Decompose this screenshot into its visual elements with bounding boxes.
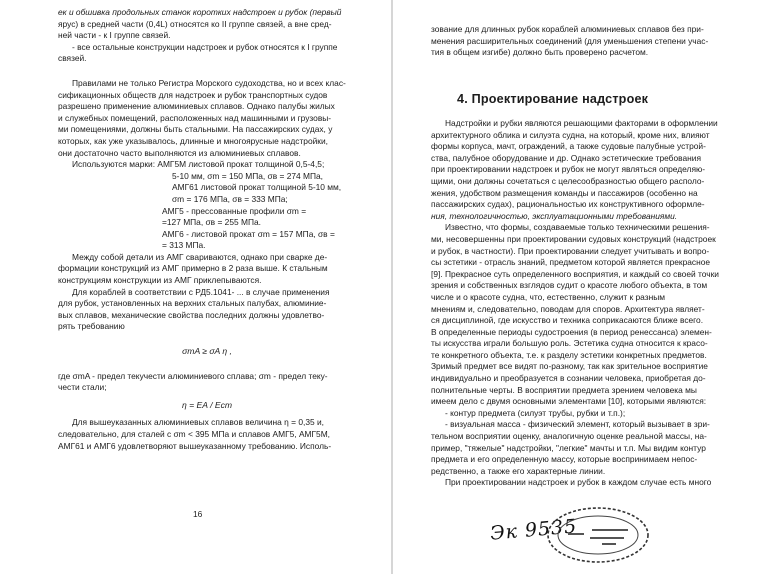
text-line: менения расширительных соединений (для уменьшения степени учас-	[431, 35, 709, 46]
text-line: вых сплавов, механические свойства последних должны удовлетво-	[58, 309, 325, 320]
text-line: ния, технологичностью, эксплуатационными требованиями.	[431, 210, 678, 221]
text-line: Зримый предмет все видят по-разному, так как зрительное восприятие	[431, 361, 708, 372]
text-line: - все остальные конструкции надстроек и рубок относятся к I группе	[72, 41, 338, 52]
text-line: и рубок, в частности). При проектировании следует учитывать и вопро-	[431, 245, 710, 256]
text-line: ней части - к I группе связей.	[58, 30, 171, 41]
right-page	[393, 0, 771, 574]
section-title: 4. Проектирование надстроек	[457, 92, 649, 106]
text-line: Между собой детали из АМГ свариваются, однако при сварке де-	[72, 251, 328, 262]
text-line: предмета и его определенную массу, которые воспринимаем непос-	[431, 454, 698, 465]
library-stamp	[544, 504, 652, 566]
text-line: Правилами не только Регистра Морского судоходства, но и всех клас-	[72, 77, 346, 88]
text-line: архитектурного облика и силуэта судна, на который, кроме них, влияют	[431, 129, 710, 140]
right-text-column	[431, 118, 731, 489]
text-line: ярус) в средней части (0,4L) относятся ко II группе связей, а вне сред-	[58, 18, 332, 29]
text-line: рять требованию	[58, 321, 125, 332]
text-line: ми, несовершенны при проектировании судовых конструкций (надстроек	[431, 233, 716, 244]
text-line: тия в общем изгибе) должно быть проверено расчетом.	[431, 47, 649, 58]
text-line: индивидуально и преобразуется в сознании человека, приобретая до-	[431, 373, 706, 384]
text-line: = 313 МПа.	[162, 240, 206, 251]
text-line: σm = 176 МПа, σв = 333 МПа;	[172, 193, 288, 204]
text-line: Для кораблей в соответствии с РД5.1041- ... в случае применения	[72, 286, 330, 297]
text-line: имеем дело с двумя основными элементами [10], которыми являются:	[431, 396, 707, 407]
list-item: - контур предмета (силуэт трубы, рубки и т.п.);	[445, 407, 626, 418]
text-line: щими, они должны сочетаться с целесообразностью общего располо-	[431, 175, 705, 186]
text-line: при проектировании надстроек и рубок не могут являться определяю-	[431, 164, 706, 175]
text-line: они достаточно часто выполняются из алюминиевых сплавов.	[58, 147, 301, 158]
text-line: ми помещениями, должны быть стальными. На пассажирских судах, у	[58, 124, 333, 135]
text-line: Для вышеуказанных алюминиевых сплавов величина η = 0,35 и,	[72, 417, 325, 428]
text-line: зование для длинных рубок кораблей алюминиевых сплавов без при-	[431, 24, 704, 34]
text-line: ства, палубное оборудование и др. Однако эстетические требования	[431, 152, 701, 163]
page-number: 16	[193, 509, 203, 519]
formula: η = EA / Eст	[181, 399, 233, 410]
right-text-top	[431, 24, 731, 59]
text-line: ся дисциплиной, где искусство и техника соприкасаются ближе всего.	[431, 315, 704, 326]
text-line: формации конструкций из АМГ примерно в 2 раза выше. К стальным	[58, 263, 328, 274]
text-line: Известно, что формы, создаваемые только техническими решения-	[445, 222, 710, 233]
formula: σmA ≥ σA η ,	[182, 346, 232, 357]
text-line: пассажирских судах), рациональностью их конструктивного оформле-	[431, 199, 705, 210]
text-line: связей.	[58, 53, 87, 64]
text-line: следовательно, для сталей с σm < 395 МПа и сплавов АМГ5, АМГ5М,	[58, 429, 331, 439]
left-text-column	[58, 7, 356, 452]
text-line: тельном восприятии оценку, аналогичную оценке реальной массы, на-	[431, 431, 707, 442]
text-line: формы корпуса, мачт, ограждений, а также судовые палубные устрой-	[431, 141, 706, 152]
text-line: жения, удобством размещения команды и пассажиров (особенно на	[431, 187, 698, 198]
text-line: разрешено применение алюминиевых сплавов. Однако палубы жилых	[58, 101, 335, 112]
list-item: - визуальная масса - физический элемент, который вызывает в зри-	[445, 419, 710, 430]
text-line: полнительные черты. В восприятии предмета зрением человека мы	[431, 384, 697, 395]
text-line: ек и обшивка продольных станок коротких надстроек и рубок (первый	[58, 7, 342, 17]
text-line: для рубок, установленных на верхних стальных палубах, алюминие-	[58, 298, 327, 309]
text-line: пример, "тяжелые" надстройки, "легкие" мачты и т.п. Мы видим контур	[431, 442, 706, 453]
text-line: АМГ6 - листовой прокат σm = 157 МПа, σв =	[162, 228, 335, 239]
text-line: и служебных помещений, расположенных над машинными и грузовы-	[58, 112, 332, 123]
text-line: те конкретного объекта, т.е. к разделу эстетики конкретных предметов.	[431, 349, 707, 360]
text-line: редственно, а также его характерные линии.	[431, 465, 606, 476]
text-line: АМГ61 и АМГ6 удовлетворяют вышеуказанному требованию. Исполь-	[58, 440, 332, 451]
text-line: где σmA - предел текучести алюминиевого сплава; σm - предел теку-	[58, 370, 328, 381]
text-line: Надстройки и рубки являются решающими факторами в оформлении	[445, 118, 718, 128]
text-line: ты искусства играли большую роль. Эстетика судна относится к красо-	[431, 338, 708, 349]
text-line: сы эстетики - отрасль знаний, предметом которой является прекрасное	[431, 257, 711, 268]
text-line: В определенные периоды судостроения (в период ренессанса) элемен-	[431, 326, 712, 337]
text-line: При проектировании надстроек и рубок в каждом случае есть много	[445, 477, 712, 488]
text-line: АМГ5 - прессованные профили σm =	[162, 205, 307, 216]
text-line: Используются марки: АМГ5М листовой прокат толщиной 0,5-4,5;	[72, 159, 325, 170]
text-line: АМГ61 листовой прокат толщиной 5-10 мм,	[172, 182, 342, 193]
text-line: которых, как уже указывалось, длинные и многоярусные надстройки,	[58, 135, 328, 146]
text-line: зрения и собственных взглядов судит о красоте любого объекта, в том	[431, 280, 708, 291]
text-line: конструкциям конструкции из АМГ приклепываются.	[58, 275, 262, 286]
text-line: 5-10 мм, σm = 150 МПа, σв = 274 МПа,	[172, 170, 323, 181]
text-line: чести стали;	[58, 382, 107, 393]
text-line: числе и о красоте судна, что, естественно, служит к разным	[431, 291, 665, 302]
text-line: сификационных обществ для надстроек и рубок транспортных судов	[58, 89, 328, 100]
text-line: мнениям и, следовательно, поводам для споров. Архитектура являет-	[431, 303, 705, 314]
text-line: [9]. Прекрасное суть определенного восприятия, и каждый со своей точки	[431, 268, 719, 279]
handwritten-note: Эк 9535	[489, 515, 579, 545]
text-line: =127 МПа, σв = 255 МПа.	[162, 217, 261, 228]
